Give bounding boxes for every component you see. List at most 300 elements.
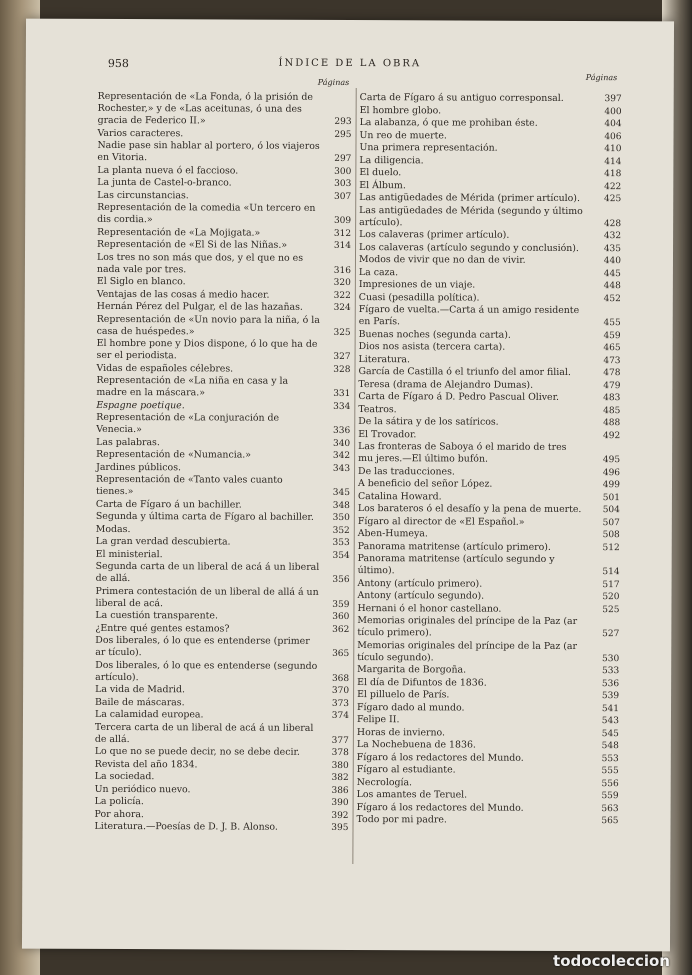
- index-entry: [359, 229, 621, 242]
- index-entry: [360, 117, 622, 130]
- entry-title: El duelo.: [359, 167, 402, 179]
- entry-title: Felipe II.: [356, 714, 400, 726]
- entry-title: Literatura.: [358, 353, 411, 365]
- index-entry: [96, 561, 350, 586]
- index-entry: [358, 516, 620, 529]
- entry-title: El ministerial.: [95, 548, 163, 560]
- entry-title: Hernani ó el honor castellano.: [357, 602, 502, 615]
- index-entry: [95, 796, 349, 809]
- index-entry: [96, 461, 350, 474]
- entry-page-number: 320: [333, 277, 351, 289]
- entry-page-number: 400: [604, 106, 622, 117]
- entry-page-number: 368: [331, 673, 350, 684]
- entry-title: Los tres no son más que dos, y el que no es nada vale por tres.: [96, 251, 304, 275]
- entry-page-number: 556: [601, 778, 619, 789]
- entry-title: La sociedad.: [94, 770, 155, 783]
- index-entry: [357, 814, 619, 827]
- entry-title: Dos liberales, ó lo que es entenderse (primer ar tículo).: [95, 634, 310, 659]
- entry-page-number: 395: [331, 822, 349, 834]
- entry-page-number: 370: [331, 685, 350, 697]
- entry-page-number: 517: [602, 579, 620, 590]
- entry-title: Un periódico nuevo.: [94, 783, 191, 795]
- index-entry: [96, 362, 350, 375]
- entry-page-number: 331: [333, 388, 351, 400]
- entry-title: Fígaro á los redactores del Mundo.: [356, 801, 524, 814]
- entry-title: Literatura.—Poesías de D. J. B. Alonso.: [94, 820, 278, 833]
- entry-page-number: 404: [604, 119, 622, 130]
- entry-title: Vidas de españoles célebres.: [96, 362, 234, 374]
- index-entry: [358, 416, 620, 429]
- entry-page-number: 340: [332, 438, 351, 449]
- entry-title: Horas de invierno.: [356, 726, 446, 738]
- entry-title: Necrología.: [356, 776, 413, 788]
- entry-page-number: 541: [601, 703, 620, 714]
- index-entry: [359, 155, 621, 168]
- index-entry: [357, 764, 619, 777]
- entry-page-number: 422: [604, 181, 622, 192]
- index-entry: [358, 441, 620, 466]
- entry-title: Fígaro al estudiante.: [356, 764, 456, 776]
- entry-title: Segunda carta de un liberal de acá á un liberal de allá.: [95, 560, 320, 585]
- entry-page-number: 525: [602, 604, 620, 615]
- index-entry: [360, 105, 622, 118]
- entry-title: El hombre pone y Dios dispone, ó lo que ha de ser el periodista.: [96, 337, 318, 362]
- index-entry: [96, 436, 350, 449]
- entry-page-number: 342: [332, 450, 351, 462]
- page-number: 958: [107, 56, 129, 71]
- entry-title: Varios caracteres.: [97, 127, 184, 139]
- index-entry: [95, 808, 349, 821]
- entry-page-number: 425: [604, 194, 622, 205]
- entry-page-number: 324: [333, 302, 351, 314]
- index-entry: [359, 292, 621, 305]
- entry-title: Panorama matritense (artículo segundo y último).: [357, 553, 555, 577]
- entry-title: Los barateros ó el desafío y la pena de muerte.: [357, 503, 582, 516]
- entry-page-number: 365: [332, 648, 350, 660]
- entry-page-number: 353: [332, 537, 350, 549]
- index-entry: [358, 379, 620, 392]
- entry-page-number: 455: [603, 318, 621, 329]
- index-entry: [95, 771, 349, 784]
- index-entry: [94, 821, 348, 834]
- entry-page-number: 485: [603, 405, 621, 416]
- index-entry: [97, 140, 351, 165]
- entry-title: El Álbum.: [359, 179, 406, 191]
- entry-title: Carta de Fígaro á D. Pedro Pascual Oliver.: [358, 391, 560, 403]
- index-entry: [95, 746, 349, 759]
- index-entry: [357, 640, 619, 665]
- index-entry: [97, 164, 351, 177]
- index-entry: [97, 313, 351, 338]
- index-entry: [357, 590, 619, 603]
- entry-page-number: 492: [603, 430, 621, 441]
- index-entry: [358, 541, 620, 554]
- index-entry: [358, 478, 620, 491]
- index-entry: [97, 239, 351, 252]
- entry-page-number: 380: [331, 760, 349, 771]
- entry-page-number: 514: [602, 567, 620, 578]
- entry-page-number: 390: [331, 797, 349, 809]
- index-entry: [357, 689, 619, 702]
- entry-page-number: 410: [604, 144, 622, 155]
- entry-title: Antony (artículo primero).: [357, 577, 483, 590]
- entry-page-number: 499: [602, 480, 621, 491]
- page-header: [26, 55, 674, 76]
- index-entry: [358, 503, 620, 516]
- entry-page-number: 545: [601, 728, 619, 739]
- index-entry: [357, 752, 619, 765]
- entry-title: Memorias originales del príncipe de la Paz (ar tículo primero).: [357, 615, 578, 639]
- index-entry: [95, 783, 349, 796]
- entry-title: El Siglo en blanco.: [96, 275, 186, 288]
- entry-page-number: 543: [601, 716, 619, 727]
- index-entry: [358, 528, 620, 541]
- page-title: ÍNDICE DE LA OBRA: [278, 57, 422, 70]
- entry-title: Los calaveras (primer artículo).: [359, 229, 510, 241]
- index-entry: [358, 366, 620, 379]
- entry-title: Memorias originales del príncipe de la Paz (ar tículo segundo).: [357, 639, 578, 663]
- entry-page-number: 508: [602, 530, 620, 541]
- entry-page-number: 328: [333, 364, 351, 375]
- index-entry: [357, 777, 619, 790]
- entry-title: Baile de máscaras.: [95, 696, 185, 708]
- entry-title: Las antigüedades de Mérida (segundo y último artículo).: [359, 204, 583, 228]
- index-entry: [357, 714, 619, 727]
- entry-title: Aben-Humeya.: [357, 528, 428, 540]
- entry-title: Fígaro al director de «El Español.»: [357, 515, 525, 528]
- entry-page-number: 373: [331, 698, 350, 709]
- entry-page-number: 293: [334, 116, 352, 128]
- entry-title: Representación de la comedia «Un tercero en dis cordia.»: [97, 201, 316, 226]
- entry-title: Margarita de Borgoña.: [357, 664, 467, 676]
- entry-page-number: 309: [333, 215, 352, 227]
- entry-title: Un reo de muerte.: [359, 129, 447, 141]
- entry-title: Las antigüedades de Mérida (primer artículo).: [359, 192, 580, 205]
- entry-page-number: 356: [332, 574, 350, 586]
- index-entry: [96, 548, 350, 561]
- index-entry: [357, 615, 619, 640]
- entry-page-number: 307: [334, 191, 352, 202]
- entry-title: Antony (artículo segundo).: [357, 590, 485, 602]
- index-entry: [95, 709, 349, 722]
- entry-page-number: 488: [603, 418, 621, 429]
- index-entry: [359, 242, 621, 255]
- index-entry: [359, 341, 621, 354]
- index-entry: [97, 202, 351, 227]
- entry-title: Carta de Fígaro á un bachiller.: [95, 498, 242, 511]
- entry-page-number: 452: [603, 293, 621, 304]
- entry-page-number: 382: [331, 772, 349, 784]
- entry-title: Cuasi (pesadilla política).: [358, 291, 480, 304]
- entry-title: Fígaro á los redactores del Mundo.: [356, 751, 524, 764]
- index-entry: [96, 536, 350, 549]
- index-entry: [357, 664, 619, 677]
- index-entry: [95, 635, 349, 660]
- entry-title: La diligencia.: [359, 154, 424, 166]
- entry-title: De las traducciones.: [358, 465, 455, 477]
- index-entry: [359, 167, 621, 180]
- index-entry: [98, 127, 352, 140]
- entry-title: Teresa (drama de Alejandro Dumas).: [358, 378, 534, 391]
- entry-page-number: 478: [603, 368, 621, 379]
- entry-page-number: 354: [332, 550, 350, 561]
- index-entry: [359, 279, 621, 292]
- index-entry: [96, 412, 350, 437]
- index-entry: [359, 254, 621, 267]
- entry-page-number: 348: [332, 500, 350, 511]
- entry-title: Hernán Pérez del Pulgar, el de las hazañas.: [96, 300, 303, 313]
- entry-title: Por ahora.: [94, 808, 144, 820]
- entry-title: Una primera representación.: [359, 142, 498, 154]
- entry-page-number: 520: [602, 592, 620, 603]
- entry-title: Representación de «Un novio para la niña, ó la casa de huéspedes.»: [96, 313, 320, 337]
- entry-page-number: 314: [333, 240, 352, 252]
- entry-title: Los calaveras (artículo segundo y conclusión).: [359, 241, 579, 254]
- entry-page-number: 459: [603, 330, 621, 341]
- index-entry: [95, 684, 349, 697]
- entry-title: Fígaro dado al mundo.: [357, 701, 465, 714]
- index-entry: [359, 267, 621, 280]
- index-entry: [358, 429, 620, 442]
- entry-title: La planta nueva ó el faccioso.: [97, 164, 239, 177]
- entry-page-number: 297: [334, 153, 352, 165]
- index-entry: [357, 603, 619, 616]
- entry-page-number: 334: [333, 401, 351, 412]
- entry-page-number: 386: [331, 785, 349, 796]
- entry-page-number: 300: [334, 166, 352, 177]
- entry-page-number: 448: [603, 281, 621, 292]
- entry-page-number: 360: [332, 611, 350, 623]
- entry-title: Carta de Fígaro á su antiguo corresponsal.: [359, 92, 564, 104]
- entry-page-number: 336: [333, 425, 351, 437]
- entry-page-number: 504: [602, 505, 620, 516]
- entry-page-number: 327: [333, 351, 351, 363]
- entry-page-number: 303: [334, 178, 352, 190]
- entry-title: Buenas noches (segunda carta).: [358, 328, 511, 341]
- entry-title: Representación de «Tanto vales cuanto tienes.»: [95, 473, 283, 498]
- index-entry: [357, 802, 619, 815]
- left-index-column: [94, 91, 351, 835]
- index-entry: [97, 226, 351, 239]
- entry-title: Representación de «La Fonda, ó la prisión de Rochester,» y de «Las aceitunas, ó una des gracia de Federico II.»: [97, 90, 313, 127]
- entry-page-number: 507: [602, 517, 620, 528]
- entry-page-number: 465: [603, 343, 621, 354]
- entry-page-number: 473: [603, 355, 621, 366]
- entry-page-number: 377: [331, 735, 349, 746]
- index-entry: [358, 553, 620, 578]
- index-entry: [359, 304, 621, 329]
- entry-title: Representación de «El Si de las Niñas.»: [97, 238, 288, 251]
- index-entry: [98, 91, 352, 128]
- entry-page-number: 374: [331, 710, 350, 722]
- entry-title: Las fronteras de Saboya ó el marido de tres mu jeres.—El último bufón.: [358, 441, 567, 465]
- index-entry: [97, 177, 351, 190]
- entry-page-number: 432: [603, 231, 622, 242]
- index-entry: [358, 404, 620, 417]
- entry-page-number: 322: [333, 290, 351, 301]
- index-entry: [97, 276, 351, 289]
- index-entry: [97, 338, 351, 363]
- book-page: [22, 19, 674, 952]
- entry-title: La caza.: [358, 266, 399, 278]
- entry-title: El día de Difuntos de 1836.: [357, 676, 487, 689]
- entry-title: Nadie pase sin hablar al portero, ó los viajeros en Vitoria.: [97, 139, 320, 164]
- entry-title: Revista del año 1834.: [94, 758, 198, 770]
- index-entry: [95, 585, 349, 610]
- entry-page-number: 428: [603, 218, 622, 229]
- index-entry: [359, 180, 621, 193]
- index-entry: [96, 399, 350, 412]
- entry-page-number: 479: [603, 380, 621, 391]
- index-entry: [97, 251, 351, 276]
- entry-page-number: 316: [333, 265, 351, 276]
- entry-title: Modas.: [95, 523, 131, 535]
- entry-title: Catalina Howard.: [357, 490, 442, 502]
- entry-page-number: 418: [604, 169, 622, 180]
- entry-page-number: 343: [332, 463, 351, 474]
- entry-title: ¿Entre qué gentes estamos?: [95, 622, 230, 634]
- index-entry: [359, 142, 621, 155]
- index-entry: [96, 511, 350, 524]
- index-entry: [357, 677, 619, 690]
- entry-title: Fígaro de vuelta.—Carta á un amigo residente en París.: [358, 304, 580, 328]
- entry-title: Representación de «La Mojigata.»: [97, 226, 261, 239]
- index-entry: [359, 192, 621, 205]
- index-entry: [358, 491, 620, 504]
- entry-page-number: 563: [601, 803, 619, 814]
- index-entry: [359, 130, 621, 143]
- entry-title: Primera contestación de un liberal de allá á un liberal de acá.: [95, 585, 319, 609]
- index-entry: [96, 449, 350, 462]
- entry-title: Dos liberales, ó lo que es entenderse (segundo artículo).: [95, 659, 318, 683]
- index-entry: [359, 329, 621, 342]
- entry-title: Representación de «La niña en casa y la madre en la máscara.»: [96, 374, 289, 399]
- index-entry: [357, 727, 619, 740]
- index-entry: [357, 739, 619, 752]
- entry-title: Impresiones de un viaje.: [358, 279, 476, 291]
- entry-title: La cuestión transparente.: [95, 609, 218, 622]
- entry-title: Ventajas de las cosas á medio hacer.: [96, 288, 270, 301]
- entry-title: Teatros.: [358, 403, 397, 415]
- entry-page-number: 362: [332, 624, 350, 635]
- entry-page-number: 359: [332, 599, 350, 610]
- index-entry: [96, 375, 350, 400]
- index-entry: [96, 498, 350, 511]
- entry-title: Lo que no se puede decir, no se debe decir.: [94, 745, 300, 758]
- entry-page-number: 440: [603, 256, 622, 267]
- entry-page-number: 533: [601, 666, 620, 677]
- watermark: todocoleccion: [553, 952, 670, 970]
- entry-title: La alabanza, ó que me prohiban éste.: [359, 117, 538, 129]
- entry-title: Las palabras.: [96, 436, 160, 448]
- entry-title: Representación de «La conjuración de Venecia.»: [96, 411, 280, 436]
- entry-title: El hombre globo.: [359, 104, 442, 116]
- entry-page-number: 553: [601, 753, 619, 764]
- entry-page-number: 392: [331, 810, 349, 821]
- index-entry: [359, 354, 621, 367]
- index-entry: [95, 721, 349, 746]
- entry-page-number: 378: [331, 747, 349, 759]
- entry-title: Dios nos asista (tercera carta).: [358, 341, 506, 353]
- entry-page-number: 536: [601, 678, 620, 689]
- index-entry: [95, 659, 349, 684]
- entry-title: Tercera carta de un liberal de acá á un liberal de allá.: [94, 721, 314, 745]
- index-entry: [358, 466, 620, 479]
- entry-page-number: 445: [603, 268, 621, 279]
- entry-page-number: 496: [602, 467, 621, 478]
- index-entry: [95, 758, 349, 771]
- index-entry: [360, 92, 622, 105]
- index-entry: [359, 205, 621, 230]
- entry-page-number: 548: [601, 741, 619, 752]
- entry-page-number: 512: [602, 542, 620, 553]
- entry-title: La vida de Madrid.: [95, 683, 185, 696]
- entry-page-number: 345: [332, 487, 350, 499]
- entry-page-number: 352: [332, 525, 350, 536]
- entry-title: La junta de Castel-o-branco.: [97, 176, 232, 189]
- entry-page-number: 295: [334, 129, 352, 140]
- entry-page-number: 559: [601, 791, 619, 802]
- index-entry: [358, 391, 620, 404]
- entry-title: A beneficio del señor López.: [357, 478, 493, 490]
- entry-page-number: 495: [602, 455, 621, 466]
- entry-title: La policía.: [94, 795, 144, 808]
- entry-page-number: 555: [601, 766, 619, 777]
- right-column-label: Páginas: [585, 73, 618, 83]
- entry-page-number: 325: [333, 327, 351, 338]
- entry-title: La gran verdad descubierta.: [95, 535, 231, 548]
- entry-page-number: 565: [601, 816, 619, 827]
- index-entry: [95, 622, 349, 635]
- entry-title: Panorama matritense (artículo primero).: [357, 540, 551, 553]
- entry-page-number: 530: [602, 653, 620, 664]
- entry-title: El pilluelo de París.: [357, 689, 450, 701]
- entry-page-number: 406: [604, 131, 622, 142]
- index-entry: [358, 578, 620, 591]
- entry-page-number: 539: [601, 691, 620, 702]
- entry-title: Los amantes de Teruel.: [356, 789, 468, 801]
- index-entry: [95, 610, 349, 623]
- left-column-label: Páginas: [317, 77, 350, 88]
- entry-title: La calamidad europea.: [94, 708, 204, 721]
- entry-title: Representación de «Numancia.»: [96, 448, 252, 461]
- entry-title: Todo por mi padre.: [356, 814, 447, 826]
- entry-title: Espagne poetique.: [96, 399, 185, 411]
- index-entry: [357, 789, 619, 802]
- entry-title: Jardines públicos.: [96, 461, 182, 473]
- entry-page-number: 414: [604, 156, 622, 167]
- index-entry: [97, 189, 351, 202]
- entry-title: Modos de vivir que no dan de vivir.: [358, 254, 526, 266]
- entry-title: De la sátira y de los satíricos.: [358, 416, 499, 428]
- entry-page-number: 435: [603, 243, 622, 254]
- index-entry: [95, 696, 349, 709]
- entry-title: Segunda y última carta de Fígaro al bachiller.: [95, 510, 314, 523]
- index-entry: [97, 301, 351, 314]
- entry-page-number: 527: [602, 629, 620, 640]
- entry-title: García de Castilla ó el triunfo del amor filial.: [358, 366, 571, 378]
- right-index-column: [357, 92, 622, 828]
- entry-page-number: 501: [602, 492, 620, 503]
- entry-title: Las circunstancias.: [97, 189, 189, 201]
- index-entry: [96, 523, 350, 536]
- entry-page-number: 350: [332, 512, 350, 524]
- entry-page-number: 483: [603, 393, 621, 404]
- index-entry: [357, 702, 619, 715]
- entry-title: La Nochebuena de 1836.: [356, 739, 476, 751]
- entry-title: El Trovador.: [358, 428, 417, 440]
- index-entry: [97, 288, 351, 301]
